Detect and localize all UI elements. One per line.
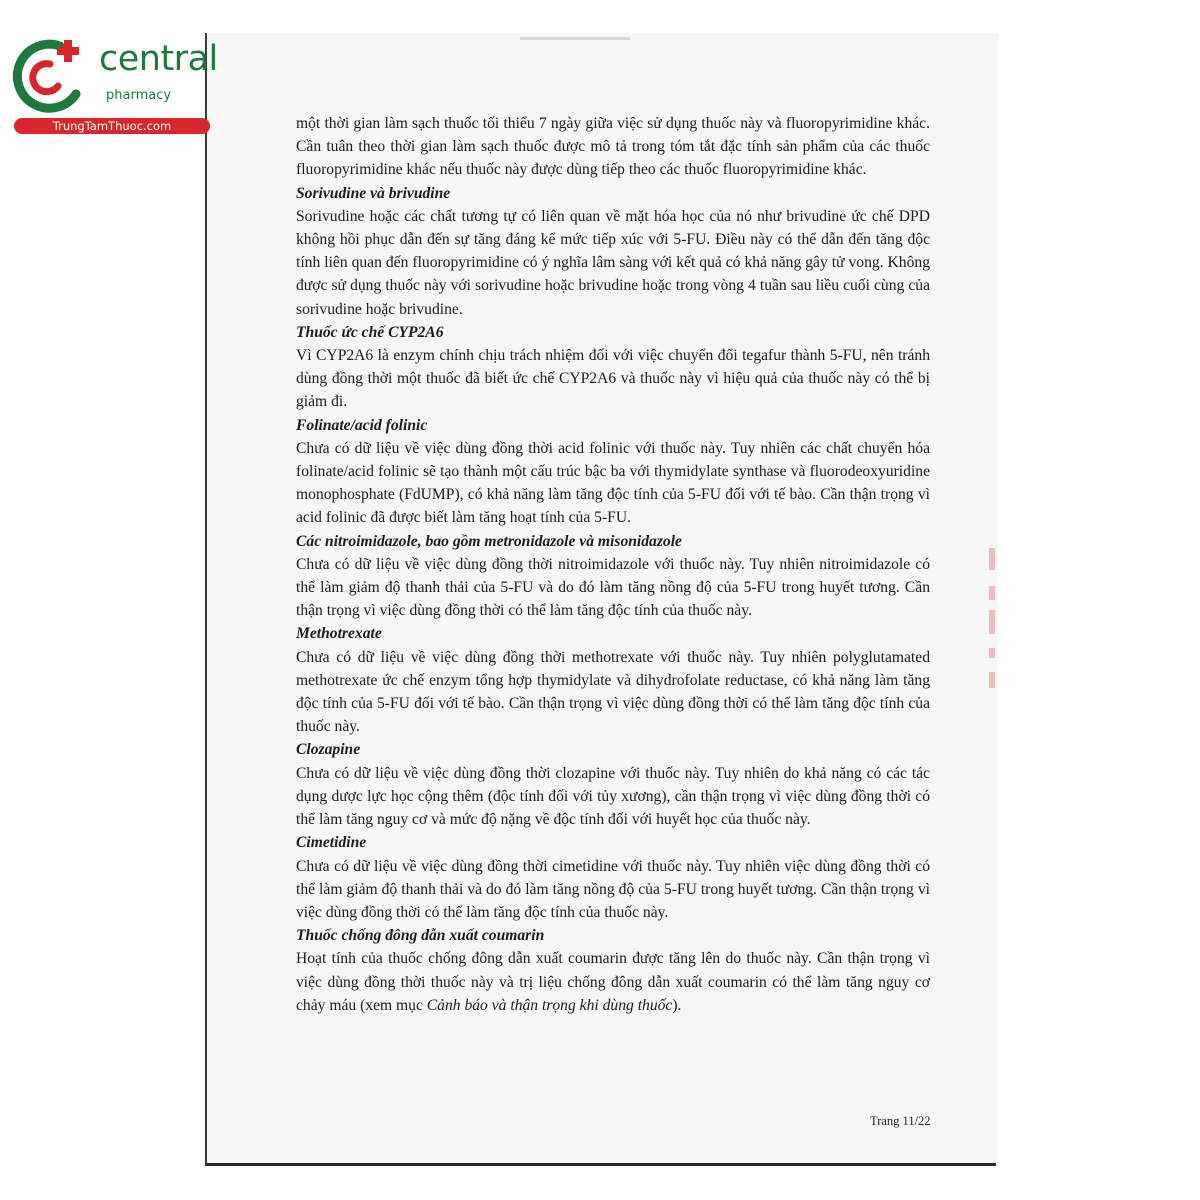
page-edge [205,1163,996,1166]
brand-url[interactable]: TrungTamThuoc.com [14,118,210,134]
section-heading: Thuốc ức chế CYP2A6 [296,323,444,341]
central-pharmacy-icon [12,36,96,116]
section-body: Chưa có dữ liệu về việc dùng đồng thời clozapine với thuốc này. Tuy nhiên do khả năng có các tác dụng dược lực học cộng thêm (độc tính đối với tủy xương), cần thận trọng vì việc dùng đồng thời có thể làm tăng nguy cơ và mức độ nặng về độc tính đối với huyết học của thuốc này. [296,764,930,829]
section-body: Chưa có dữ liệu về việc dùng đồng thời nitroimidazole với thuốc này. Tuy nhiên nitroimidazole có thể làm giảm độ thanh thải của 5-FU và do đó làm tăng nồng độ của 5-FU trong huyết tương. Cần thận trọng vì việc dùng đồng thời có thể làm tăng độc tính của thuốc này. [296,555,930,620]
margin-stamp-mark [986,548,1000,698]
brand-name: central [99,39,218,79]
document-body [296,112,930,1017]
section-heading: Clozapine [296,741,361,759]
section-heading: Thuốc chống đông dẫn xuất coumarin [296,927,545,945]
brand-subtitle: pharmacy [106,88,172,103]
section-body-text: Hoạt tính của thuốc chống đông dẫn xuất coumarin được tăng lên do thuốc này. Cần thận trọng vì việc dùng đồng thời thuốc này và trị liệu chống đông dẫn xuất coumarin có thể làm tăng nguy cơ chảy máu (xem mục [296,950,930,1014]
section-heading: Folinate/acid folinic [296,416,428,434]
scan-artifact [520,37,630,40]
section-body: Chưa có dữ liệu về việc dùng đồng thời acid folinic với thuốc này. Tuy nhiên các chất chuyển hóa folinate/acid folinic sẽ tạo thành một cấu trúc bậc ba với thymidylate synthase và fluorodeoxyuridine monophosphate (FdUMP), có khả năng làm tăng độc tính của 5-FU đối với tế bào. Cần thận trọng vì acid folinic đã được biết làm tăng hoạt tính của 5-FU. [296,439,930,527]
section-body [296,947,930,1017]
section-body: Sorivudine hoặc các chất tương tự có liên quan về mặt hóa học của nó như brivudine ức chế DPD không hồi phục dẫn đến sự tăng đáng kể mức tiếp xúc với 5-FU. Điều này có thể dẫn đến tăng độc tính liên quan đến fluoropyrimidine có ý nghĩa lâm sàng với kết quả có khả năng gây tử vong. Không được sử dụng thuốc này với sorivudine hoặc brivudine hoặc trong vòng 4 tuần sau liều cuối cùng của sorivudine hoặc brivudine. [296,207,930,318]
section-body: Chưa có dữ liệu về việc dùng đồng thời cimetidine với thuốc này. Tuy nhiên việc dùng đồng thời có thể làm giảm độ thanh thải và do đó làm tăng nồng độ của 5-FU trong huyết tương. Cần thận trọng vì việc dùng đồng thời có thể làm tăng độc tính của thuốc này. [296,857,930,921]
cross-reference: Cảnh báo và thận trọng khi dùng thuốc [426,996,673,1014]
section-body-end: ). [672,996,682,1014]
section-body: Chưa có dữ liệu về việc dùng đồng thời methotrexate với thuốc này. Tuy nhiên polyglutamated methotrexate ức chế enzym tổng hợp thymidylate và dihydrofolate reductase, có khả năng làm tăng độc tính của 5-FU đối với tế bào. Cần thận trọng vì việc dùng đồng thời có thể làm tăng độc tính của thuốc này. [296,648,930,736]
section-body: Vì CYP2A6 là enzym chính chịu trách nhiệm đối với việc chuyển đổi tegafur thành 5-FU, nên tránh dùng đồng thời một thuốc đã biết ức chế CYP2A6 và thuốc này vì hiệu quả của thuốc này có thể bị giảm đi. [296,347,930,411]
intro-paragraph: một thời gian làm sạch thuốc tối thiểu 7 ngày giữa việc sử dụng thuốc này và fluoropyrimidine khác. Cần tuân theo thời gian làm sạch thuốc được mô tả trong tóm tắt đặc tính sản phẩm của các thuốc fluoropyrimidine khác nếu thuốc này được dùng tiếp theo các thuốc fluoropyrimidine khác. [296,115,930,179]
section-heading: Cimetidine [296,834,367,852]
brand-logo[interactable] [12,36,218,136]
page-number: Trang 11/22 [870,1114,931,1128]
section-heading: Sorivudine và brivudine [296,184,451,202]
section-heading: Methotrexate [296,625,382,643]
section-heading: Các nitroimidazole, bao gồm metronidazole và misonidazole [296,532,682,550]
